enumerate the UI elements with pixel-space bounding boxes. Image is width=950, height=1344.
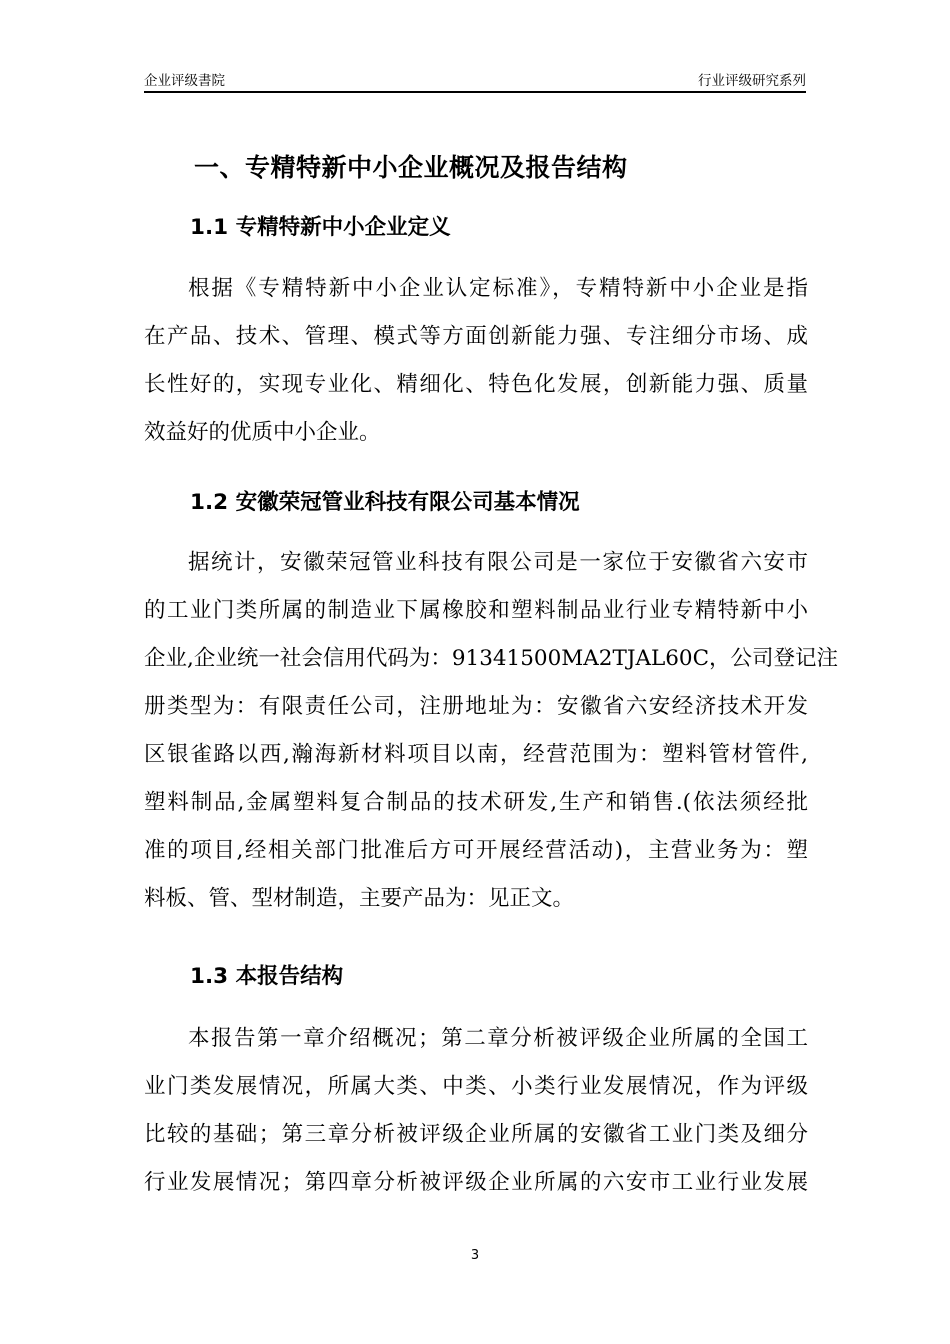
paragraph-line: 塑料制品,金属塑料复合制品的技术研发,生产和销售.(依法须经批	[144, 790, 808, 815]
paragraph-line: 行业发展情况；第四章分析被评级企业所属的六安市工业行业发展	[144, 1170, 808, 1195]
section-heading-1-2: 1.2 安徽荣冠管业科技有限公司基本情况	[190, 490, 580, 515]
paragraph-line: 本报告第一章介绍概况；第二章分析被评级企业所属的全国工	[188, 1026, 808, 1051]
paragraph-line: 册类型为：有限责任公司，注册地址为：安徽省六安经济技术开发	[144, 694, 808, 719]
paragraph-line: 区银雀路以西,瀚海新材料项目以南，经营范围为：塑料管材管件,	[144, 742, 808, 767]
paragraph-line: 根据《专精特新中小企业认定标准》，专精特新中小企业是指	[188, 276, 808, 301]
section-heading-1-3: 1.3 本报告结构	[190, 964, 344, 989]
paragraph-company-info	[144, 539, 839, 923]
paragraph-line: 比较的基础；第三章分析被评级企业所属的安徽省工业门类及细分	[144, 1122, 808, 1147]
page-number: 3	[470, 1248, 480, 1263]
paragraph-line: 准的项目,经相关部门批准后方可开展经营活动)，主营业务为：塑	[144, 838, 808, 863]
paragraph-definition	[144, 265, 808, 457]
header-divider	[144, 91, 806, 93]
paragraph-line: 业门类发展情况，所属大类、中类、小类行业发展情况，作为评级	[144, 1074, 808, 1099]
paragraph-line: 的工业门类所属的制造业下属橡胶和塑料制品业行业专精特新中小	[144, 598, 808, 623]
paragraph-line: 据统计，安徽荣冠管业科技有限公司是一家位于安徽省六安市	[188, 550, 808, 575]
paragraph-line: 在产品、技术、管理、模式等方面创新能力强、专注细分市场、成	[144, 324, 808, 349]
paragraph-report-structure	[144, 1015, 808, 1207]
section-heading-1-1: 1.1 专精特新中小企业定义	[190, 215, 451, 240]
page-header	[144, 66, 806, 90]
paragraph-line: 企业,企业统一社会信用代码为：91341500MA2TJAL60C，公司登记注	[144, 646, 839, 671]
paragraph-line: 长性好的，实现专业化、精细化、特色化发展，创新能力强、质量	[144, 372, 808, 397]
paragraph-line: 料板、管、型材制造，主要产品为：见正文。	[144, 886, 575, 911]
paragraph-line: 效益好的优质中小企业。	[144, 420, 381, 445]
header-series: 行业评级研究系列	[698, 73, 806, 89]
header-publisher: 企业评级書院	[144, 73, 225, 89]
chapter-title: 一、专精特新中小企业概况及报告结构	[194, 153, 628, 182]
